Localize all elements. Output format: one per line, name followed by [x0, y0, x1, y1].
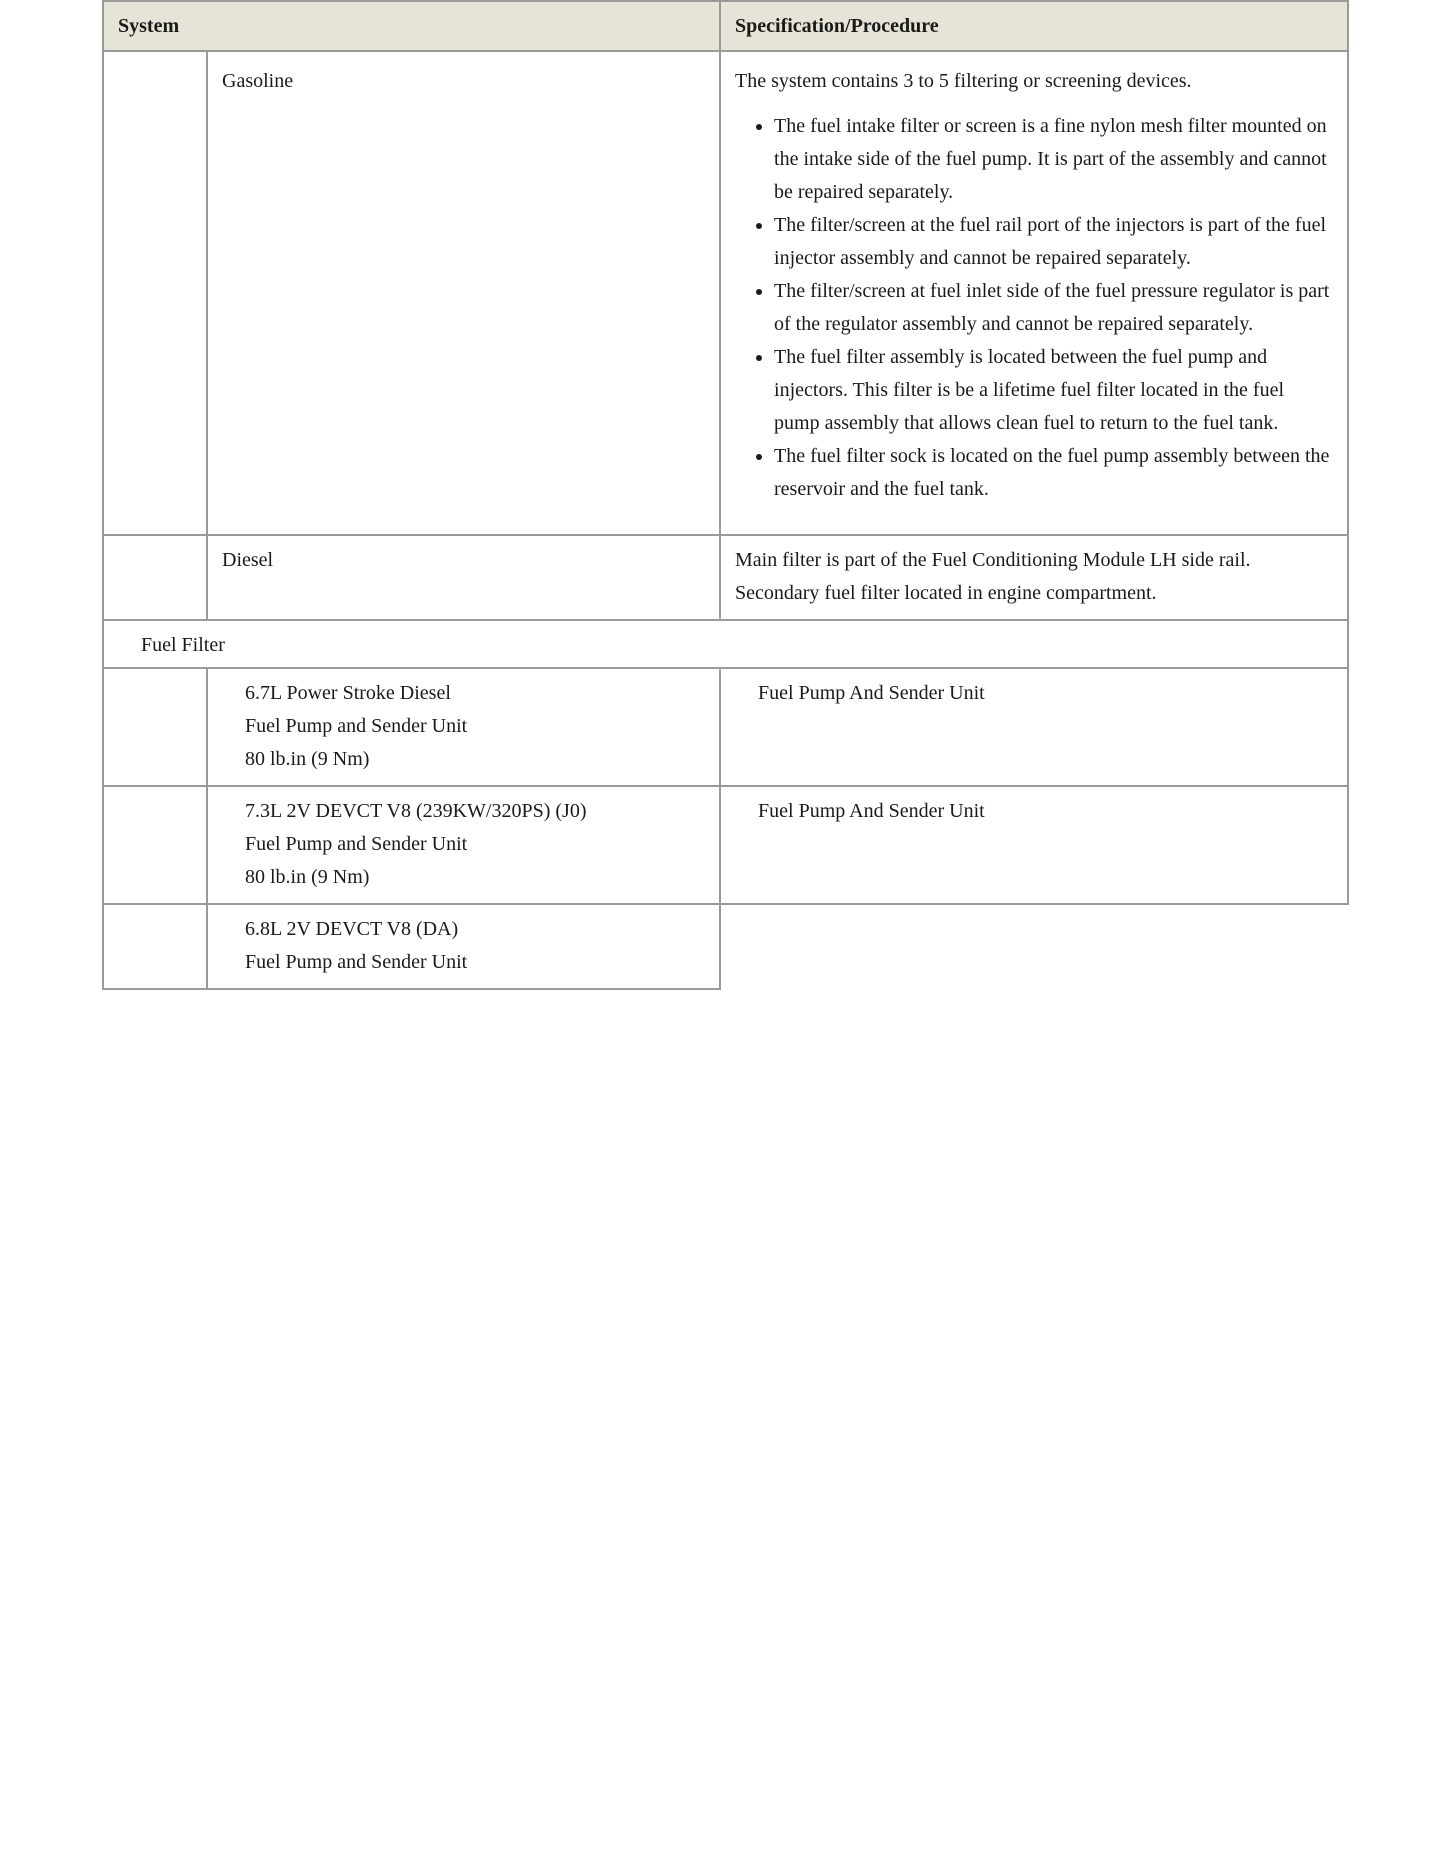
- gasoline-row: [103, 51, 1348, 535]
- fuel-filter-row: [103, 620, 1348, 668]
- list-item: • The fuel intake filter or screen is a fine nylon mesh filter mounted on the intake side of the fuel pump. It is part of the assembly and cannot be repaired separately.: [774, 110, 1333, 209]
- table-row: [103, 904, 1348, 989]
- component-name: Fuel Pump and Sender Unit: [245, 951, 468, 973]
- procedure-name: Fuel Pump And Sender Unit: [758, 800, 985, 822]
- header-spec: Specification/Procedure: [720, 1, 1348, 51]
- torque-value: 80 lb.in (9 Nm): [245, 748, 370, 770]
- document-page: [102, 0, 1347, 990]
- row-spacer-cell: [103, 668, 207, 786]
- gasoline-label: Gasoline: [207, 51, 720, 535]
- row-spacer-cell: [103, 786, 207, 904]
- list-item: • The filter/screen at the fuel rail port of the injectors is part of the fuel injector assembly and cannot be repaired separately.: [774, 209, 1333, 275]
- engine-name: 6.8L 2V DEVCT V8 (DA): [245, 918, 459, 940]
- procedure-cell: [720, 786, 1348, 904]
- gasoline-bullet-list: [735, 110, 1333, 506]
- diesel-label: Diesel: [207, 535, 720, 620]
- torque-value: 80 lb.in (9 Nm): [245, 866, 370, 888]
- diesel-spec: Main filter is part of the Fuel Conditioning Module LH side rail. Secondary fuel filter located in engine compartment.: [720, 535, 1348, 620]
- header-system: System: [103, 1, 720, 51]
- row-spacer-cell: [103, 904, 207, 989]
- table-row: [103, 668, 1348, 786]
- gasoline-spec-cell: [720, 51, 1348, 535]
- engine-name: 7.3L 2V DEVCT V8 (239KW/320PS) (J0): [245, 800, 587, 822]
- header-row: [103, 1, 1348, 51]
- engine-cell: [207, 786, 720, 904]
- engine-name: 6.7L Power Stroke Diesel: [245, 682, 451, 704]
- empty-cell: [720, 904, 1348, 989]
- procedure-name: Fuel Pump And Sender Unit: [758, 682, 985, 704]
- gasoline-spacer-cell: [103, 51, 207, 535]
- engine-cell: [207, 904, 720, 989]
- list-item: • The fuel filter sock is located on the fuel pump assembly between the reservoir and the fuel tank.: [774, 440, 1333, 506]
- fuel-system-spec-table: [102, 0, 1349, 990]
- engine-cell: [207, 668, 720, 786]
- diesel-row: [103, 535, 1348, 620]
- list-item: • The fuel filter assembly is located between the fuel pump and injectors. This filter is be a lifetime fuel filter located in the fuel pump assembly that allows clean fuel to return to the fuel tank.: [774, 341, 1333, 440]
- component-name: Fuel Pump and Sender Unit: [245, 715, 468, 737]
- gasoline-intro: The system contains 3 to 5 filtering or screening devices.: [735, 70, 1192, 92]
- diesel-spacer-cell: [103, 535, 207, 620]
- procedure-cell: [720, 668, 1348, 786]
- list-item: • The filter/screen at fuel inlet side of the fuel pressure regulator is part of the regulator assembly and cannot be repaired separately.: [774, 275, 1333, 341]
- fuel-filter-label: Fuel Filter: [103, 620, 1348, 668]
- table-row: [103, 786, 1348, 904]
- component-name: Fuel Pump and Sender Unit: [245, 833, 468, 855]
